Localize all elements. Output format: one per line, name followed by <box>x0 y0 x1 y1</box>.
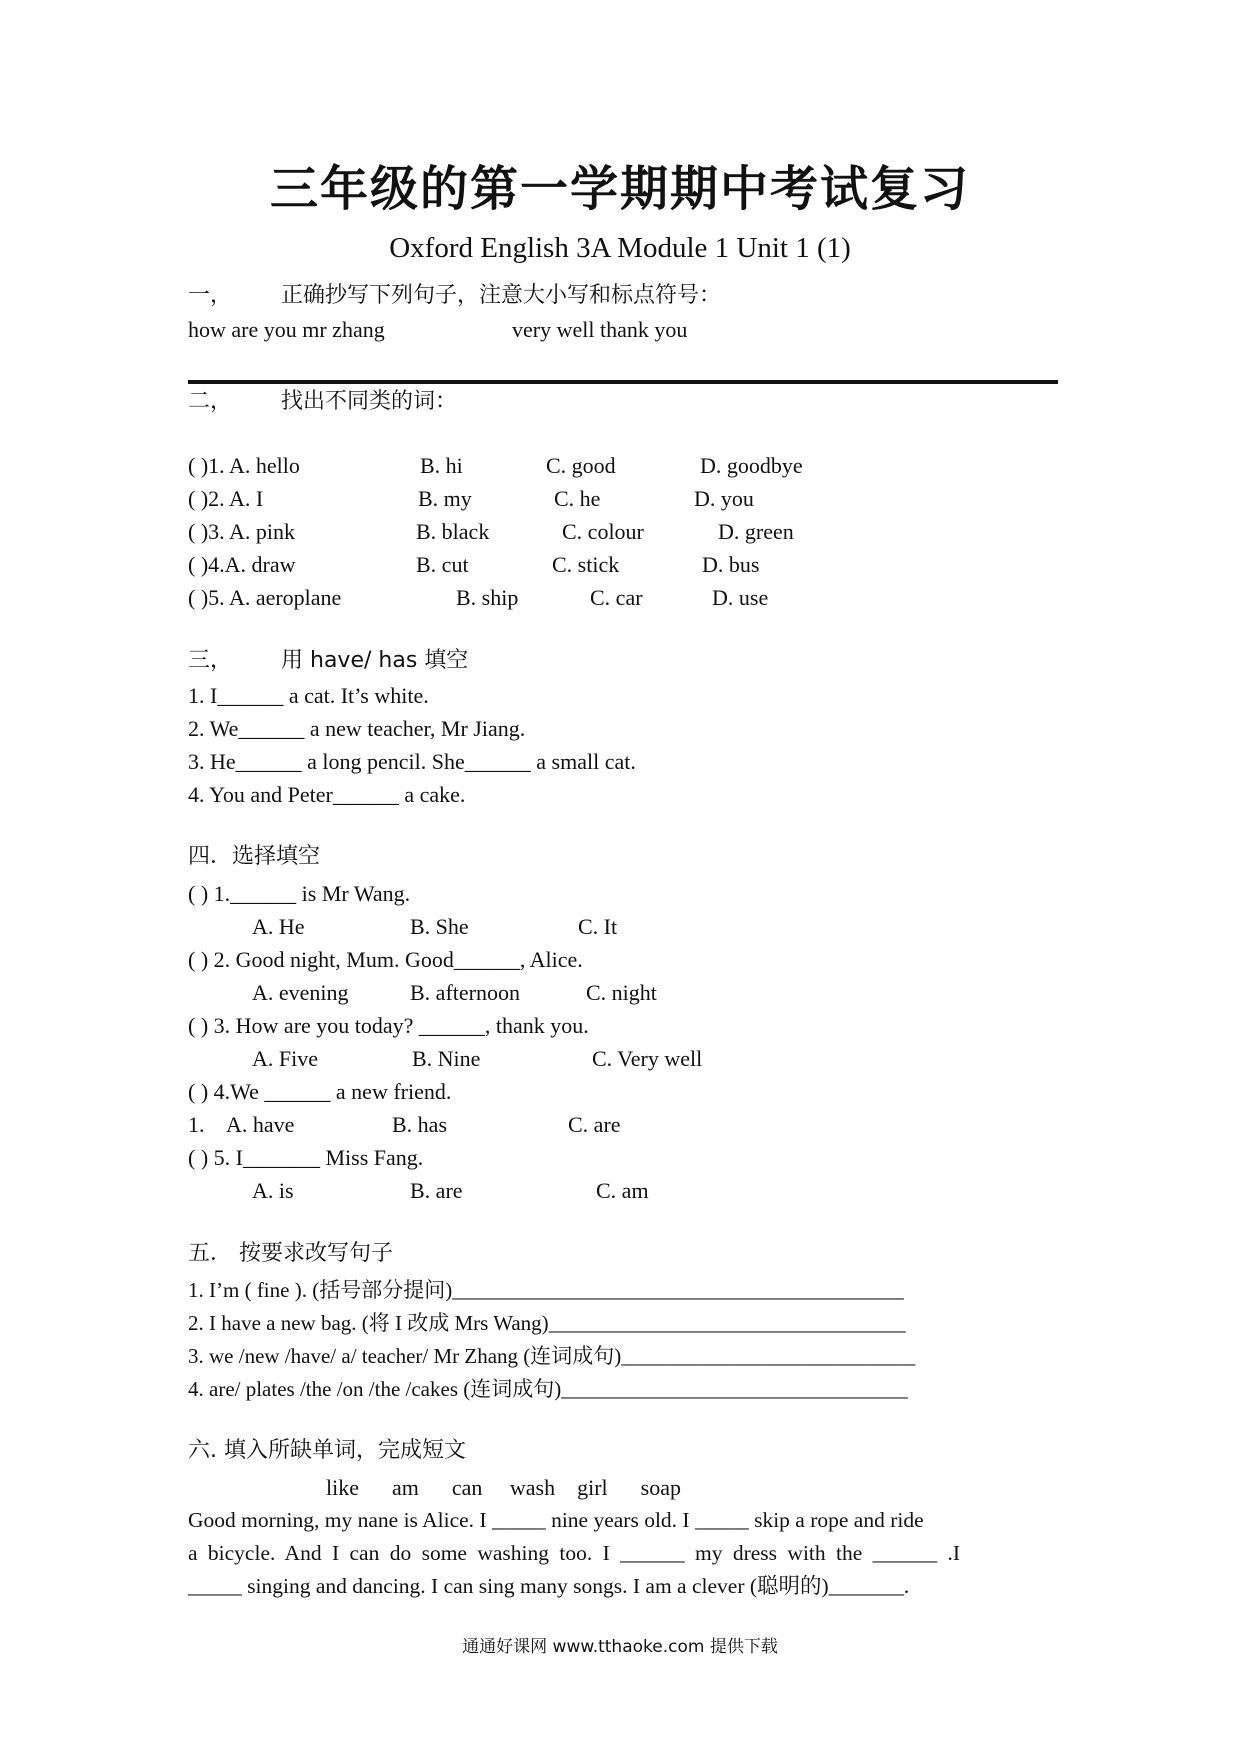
section3-number: 三， <box>188 648 233 673</box>
section5-heading: 五． 按要求改写句子 <box>188 1241 393 1266</box>
list-item: 2. We______ a new teacher, Mr Jiang. <box>188 716 526 741</box>
section4-heading: 四．选择填空 <box>188 844 321 869</box>
passage-line: Good morning, my nane is Alice. I _____ nine years old. I _____ skip a rope and ride <box>188 1508 924 1532</box>
section1-number: 一， <box>188 283 233 308</box>
list-item: 2. I have a new bag. (将 I 改成 Mrs Wang)__________________________________ <box>188 1311 906 1335</box>
passage-line: a bicycle. And I can do some washing too. I ______ my dress with the ______ .I <box>188 1541 961 1565</box>
exam-page: 三年级的第一学期期中考试复习 Oxford English 3A Module 1 Unit 1 (1) 一， 正确抄写下列句子，注意大小写和标点符号： how are you mr zhang very well thank you 二， 找出不同类的词： ( )1. A. hello B. hi C. good D. goodbye ( )2. A. I B. my C. he D. you ( )3. A. pink B. black C. colour D. green ( )4.A. draw B. cut C. stick D. bus ( )5. A. aeroplane B. ship C. car D. use 三， 用 have/ has 填空 1. I______ a cat. It’s white. 2. We______ a new teacher, Mr Jiang. 3. He______ a long pencil. She______ a small cat. 4. You and Peter______ a cake. 四．选择填空 ( ) 1.______ is Mr Wang. A. He B. She C. It ( ) 2. Good night, Mum. Good______, Alice. A. evening B. afternoon C. night ( ) 3. How are you today? ______, thank you. A. Five B. Nine C. Very well ( ) 4.We ______ a new friend. 1. A. have B. has C. are ( ) 5. I_______ Miss Fang. A. is B. are C. am 五． 按要求改写句子 1. I’m ( fine ). (括号部分提问)___________________________________________ 2. I have a new bag. (将 I 改成 Mrs Wang)__________________________________ 3. we /new /have/ a/ teacher/ Mr Zhang (连词成句)____________________________ 4. are/ plates /the /on /the /cakes (连词成句)_________________________________ 六. 填入所缺单词，完成短文 like am can wash girl soap Good morning, my nane is Alice. I _____ nine years old. I _____ skip a rope and ride a bicycle. And I can do some washing too. I ______ my dress with the ______ .I _____ singing and dancing. I can sing many songs. I am a clever (聪明的)_______. 通通好课网 www.tthaoke.com 提供下载 <box>0 0 1240 1754</box>
section2-instructions: 找出不同类的词： <box>281 389 458 414</box>
page-subtitle: Oxford English 3A Module 1 Unit 1 (1) <box>389 232 851 264</box>
answer-line <box>188 380 1058 384</box>
section3-instructions: 用 have/ has 填空 <box>281 648 469 673</box>
word-bank: like am can wash girl soap <box>326 1475 681 1500</box>
list-item: 1. I’m ( fine ). (括号部分提问)___________________________________________ <box>188 1278 904 1302</box>
list-item: 4. are/ plates /the /on /the /cakes (连词成句)_________________________________ <box>188 1377 908 1401</box>
passage-line: _____ singing and dancing. I can sing many songs. I am a clever (聪明的)_______. <box>188 1574 910 1598</box>
section6-heading: 六. 填入所缺单词，完成短文 <box>188 1438 466 1463</box>
list-item: 1. I______ a cat. It’s white. <box>188 683 429 708</box>
section2-heading <box>188 388 457 416</box>
list-item: 3. we /new /have/ a/ teacher/ Mr Zhang (连词成句)____________________________ <box>188 1344 916 1368</box>
section1-sentence-b: very well thank you <box>512 317 688 342</box>
list-item: 4. You and Peter______ a cake. <box>188 782 466 807</box>
section3-heading <box>188 647 468 675</box>
section1-sentence-a: how are you mr zhang <box>188 317 385 342</box>
footer: 通通好课网 www.tthaoke.com 提供下载 <box>462 1637 778 1657</box>
list-item: 3. He______ a long pencil. She______ a small cat. <box>188 749 636 774</box>
page-title: 三年级的第一学期期中考试复习 <box>269 161 970 217</box>
section1-heading <box>188 282 721 310</box>
section2-number: 二， <box>188 389 233 414</box>
section1-instructions: 正确抄写下列句子，注意大小写和标点符号： <box>281 283 722 308</box>
